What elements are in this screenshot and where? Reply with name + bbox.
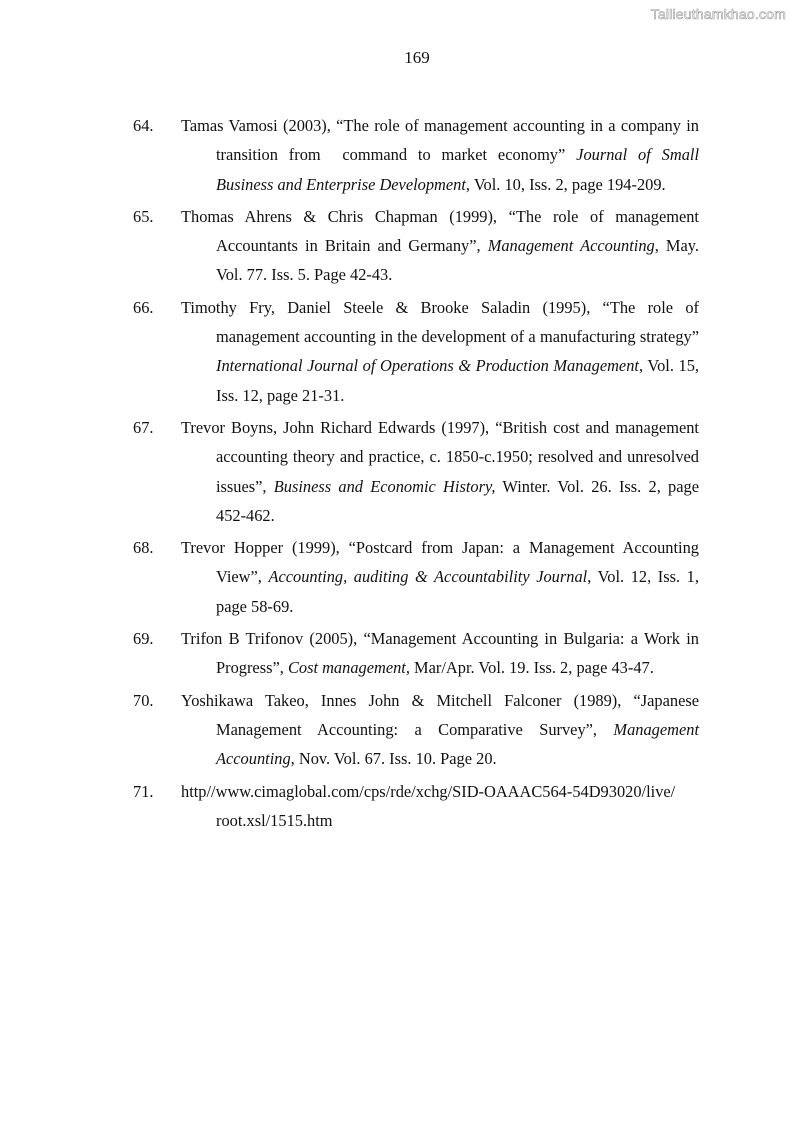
reference-number: 69. bbox=[133, 629, 154, 649]
reference-authors-title: Timothy Fry, Daniel Steele & Brooke Saladin (1995), “The role of management accounting in the development of a manufacturing strategy” bbox=[181, 297, 699, 347]
reference-item bbox=[133, 533, 699, 621]
reference-authors-title: Trifon B Trifonov (2005), “Management Accounting in Bulgaria: a Work in Progress”, bbox=[181, 629, 699, 678]
reference-details: , Nov. Vol. 67. Iss. 10. Page 20. bbox=[290, 749, 497, 769]
reference-details: Mar/Apr. Vol. 19. Iss. 2, page 43-47. bbox=[409, 658, 654, 678]
reference-number: 64. bbox=[133, 116, 154, 135]
reference-details: , Vol. 15, Iss. 12, page 21-31. bbox=[216, 356, 699, 405]
reference-source: International Journal of Operations & Production Management bbox=[216, 356, 639, 376]
reference-authors-title: Yoshikawa Takeo, Innes John & Mitchell Falconer (1989), “Japanese Management Accounting: a Comparative Survey”, bbox=[181, 690, 699, 739]
reference-url-line-2: root.xsl/1515.htm bbox=[216, 810, 333, 830]
reference-source: Business and Economic History, bbox=[273, 476, 496, 496]
reference-number: 65. bbox=[133, 206, 154, 226]
reference-source: Management Accounting bbox=[216, 719, 699, 769]
page-number: 169 bbox=[404, 48, 430, 67]
reference-authors-title: Tamas Vamosi (2003), “The role of management accounting in a company in transition from command to market economy” bbox=[181, 116, 699, 165]
reference-number: 68. bbox=[133, 538, 154, 558]
reference-url-line-1: http//www.cimaglobal.com/cps/rde/xchg/SID-OAAAC564-54D93020/live/ bbox=[181, 781, 676, 801]
reference-number: 67. bbox=[133, 417, 154, 437]
reference-item bbox=[133, 202, 699, 290]
reference-list bbox=[133, 111, 699, 835]
reference-number: 70. bbox=[133, 690, 154, 710]
reference-details: , May. Vol. 77. Iss. 5. Page 42-43. bbox=[216, 236, 699, 285]
reference-item bbox=[133, 686, 699, 774]
reference-source: Management Accounting bbox=[487, 236, 655, 256]
reference-source: Accounting, auditing & Accountability Journal, bbox=[268, 567, 592, 587]
reference-details: Vol. 10, Iss. 2, page 194-209. bbox=[470, 174, 666, 194]
reference-item bbox=[133, 624, 699, 683]
reference-details: Vol. 12, Iss. 1, page 58-69. bbox=[216, 567, 699, 616]
reference-authors-title: Thomas Ahrens & Chris Chapman (1999), “The role of management Accountants in Britain and Germany”, bbox=[181, 206, 699, 256]
watermark: Tailieuthamkhao.com bbox=[650, 6, 786, 22]
reference-authors-title: Trevor Hopper (1999), “Postcard from Japan: a Management Accounting View”, bbox=[181, 538, 699, 587]
reference-source: Cost management, bbox=[287, 658, 410, 678]
reference-authors-title: Trevor Boyns, John Richard Edwards (1997), “British cost and management accounting theory and practice, c. 1850-c.1950; resolved and unresolved issues”, bbox=[181, 417, 699, 496]
reference-item bbox=[133, 293, 699, 410]
reference-number: 71. bbox=[133, 781, 154, 801]
reference-source: Journal of Small Business and Enterprise Development, bbox=[216, 145, 699, 194]
reference-number: 66. bbox=[133, 297, 154, 317]
reference-item bbox=[133, 413, 699, 530]
reference-item bbox=[133, 111, 699, 199]
reference-item bbox=[133, 777, 699, 836]
reference-details: Winter. Vol. 26. Iss. 2, page 452-462. bbox=[216, 476, 699, 525]
